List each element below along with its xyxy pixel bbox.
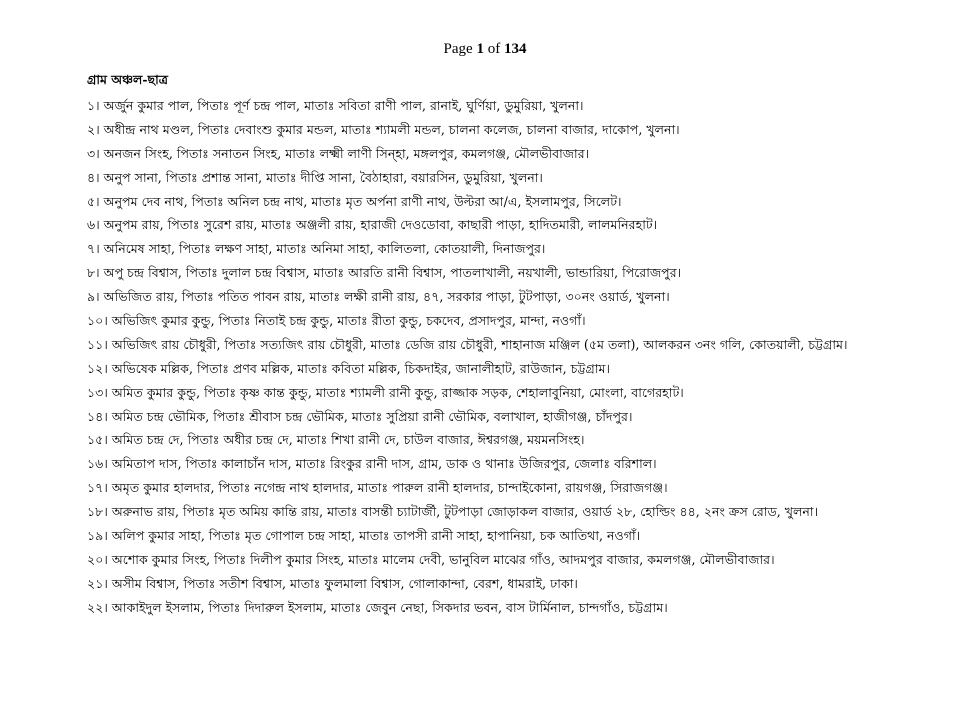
current-page: 1 xyxy=(476,41,484,57)
list-item: ২২। আকাইদুল ইসলাম, পিতাঃ দিদারুল ইসলাম, মাতাঃ জেবুন নেছা, সিকদার ভবন, বাস টার্মিনাল, চান্দগাঁও, চট্টগ্রাম। xyxy=(87,599,668,615)
list-item: ১৯। অলিপ কুমার সাহা, পিতাঃ মৃত গোপাল চন্দ্র সাহা, মাতাঃ তাপসী রানী সাহা, হাপানিয়া, চক আতিথা, নওগাঁ। xyxy=(87,528,641,544)
page-prefix: Page xyxy=(443,41,477,57)
list-item: ৬। অনুপম রায়, পিতাঃ সুরেশ রায়, মাতাঃ অঞ্জলী রায়, হারাজী দেওডোবা, কাছারী পাড়া, হাদিতমারী, লালমনিরহাট। xyxy=(87,217,658,233)
list-item: ২। অধীন্দ্র নাথ মণ্ডল, পিতাঃ দেবাংশু কুমার মন্ডল, মাতাঃ শ্যামলী মন্ডল, চালনা কলেজ, চালনা বাজার, দাকোপ, খুলনা। xyxy=(87,121,680,137)
list-item: ১২। অভিষেক মল্লিক, পিতাঃ প্রণব মল্লিক, মাতাঃ কবিতা মল্লিক, চিকদাইর, জানালীহাট, রাউজান, চট্টগ্রাম। xyxy=(87,360,611,376)
list-item: ১৩। অমিত কুমার কুন্ডু, পিতাঃ কৃষ্ণ কান্ত কুন্ডু, মাতাঃ শ্যামলী রানী কুন্ডু, রাজ্জাক সড়ক, শেহালাবুনিয়া, মোংলা, বাগেরহাট। xyxy=(87,384,684,400)
list-item: ১৬। অমিতাপ দাস, পিতাঃ কালাচাঁন দাস, মাতাঃ রিংকুর রানী দাস, গ্রাম, ডাক ও থানাঃ উজিরপুর, জেলাঃ বরিশাল। xyxy=(87,456,657,472)
list-item: ১১। অভিজিৎ রায় চৌধুরী, পিতাঃ সত্যজিৎ রায় চৌধুরী, মাতাঃ ডেজি রায় চৌধুরী, শাহানাজ মঞ্জিল (৫ম তলা), আলকরন ৩নং গলি, কোতয়ালী, চট্টগ্রাম। xyxy=(87,336,848,352)
list-item: ৫। অনুপম দেব নাথ, পিতাঃ অনিল চন্দ্র নাথ, মাতাঃ মৃত অর্পনা রাণী নাথ, উল্টরা আ/এ, ইসলামপুর, সিলেট। xyxy=(87,193,622,209)
entry-list xyxy=(87,94,950,620)
list-item: ৪। অনুপ সানা, পিতাঃ প্রশান্ত সানা, মাতাঃ দীপ্তি সানা, বৈঠাহারা, বয়ারসিন, ডুমুরিয়া, খুলনা। xyxy=(87,169,543,185)
list-item: ৮। অপু চন্দ্র বিশ্বাস, পিতাঃ দুলাল চন্দ্র বিশ্বাস, মাতাঃ আরতি রানী বিশ্বাস, পাতলাখালী, নয়খালী, ভান্ডারিয়া, পিরোজপুর। xyxy=(87,265,682,281)
list-item: ২০। অশোক কুমার সিংহ, পিতাঃ দিলীপ কুমার সিংহ, মাতাঃ মালেম দেবী, ভানুবিল মাঝের গাঁও, আদমপুর বাজার, কমলগঞ্জ, মৌলভীবাজার। xyxy=(87,551,775,567)
page-number xyxy=(0,41,970,58)
list-item: ১৫। অমিত চন্দ্র দে, পিতাঃ অধীর চন্দ্র দে, মাতাঃ শিখা রানী দে, চাউল বাজার, ঈশ্বরগঞ্জ, ময়মনসিংহ। xyxy=(87,432,585,448)
page-of: of xyxy=(483,41,504,57)
list-item: ৯। অভিজিত রায়, পিতাঃ পতিত পাবন রায়, মাতাঃ লক্ষী রানী রায়, ৪৭, সরকার পাড়া, টুটপাড়া, ৩০নং ওয়ার্ড, খুলনা। xyxy=(87,289,670,305)
list-item: ১৭। অমৃত কুমার হালদার, পিতাঃ নগেন্দ্র নাথ হালদার, মাতাঃ পারুল রানী হালদার, চান্দাইকোনা, রায়গঞ্জ, সিরাজগঞ্জ। xyxy=(87,480,668,496)
list-item: ২১। অসীম বিশ্বাস, পিতাঃ সতীশ বিশ্বাস, মাতাঃ ফুলমালা বিশ্বাস, গোলাকান্দা, বেরশ, ধামরাই, ঢাকা। xyxy=(87,575,578,591)
list-item: ১। অর্জুন কুমার পাল, পিতাঃ পূর্ণ চন্দ্র পাল, মাতাঃ সবিতা রাণী পাল, রানাই, ঘুর্ণিয়া, ডুমুরিয়া, খুলনা। xyxy=(87,98,584,113)
list-item: ১৮। অরুনাভ রায়, পিতাঃ মৃত অমিয় কান্তি রায়, মাতাঃ বাসন্তী চ্যাটার্জী, টুটপাড়া জোড়াকল বাজার, ওয়ার্ড ২৮, হোল্ডিং ৪৪, ২নং ক্রস রোড, খুলনা। xyxy=(87,504,819,520)
list-item: ৩। অনজন সিংহ, পিতাঃ সনাতন সিংহ, মাতাঃ লক্ষ্মী লাণী সিন্‌হা, মঙ্গলপুর, কমলগঞ্জ, মৌলভীবাজার। xyxy=(87,145,590,161)
section-title: গ্রাম অঞ্চল-ছাত্র xyxy=(87,72,168,87)
list-item: ৭। অনিমেষ সাহা, পিতাঃ লক্ষণ সাহা, মাতাঃ অনিমা সাহা, কালিতলা, কোতয়ালী, দিনাজপুর। xyxy=(87,241,546,257)
total-pages: 134 xyxy=(503,41,527,57)
list-item: ১৪। অমিত চন্দ্র ভৌমিক, পিতাঃ শ্রীবাস চন্দ্র ভৌমিক, মাতাঃ সুপ্রিয়া রানী ভৌমিক, বলাখাল, হাজীগঞ্জ, চাঁদপুর। xyxy=(87,408,633,424)
list-item: ১০। অভিজিৎ কুমার কুন্ডু, পিতাঃ নিতাই চন্দ্র কুন্ডু, মাতাঃ রীতা কুন্ডু, চকদেব, প্রসাদপুর, মান্দা, নওগাঁ। xyxy=(87,313,586,329)
